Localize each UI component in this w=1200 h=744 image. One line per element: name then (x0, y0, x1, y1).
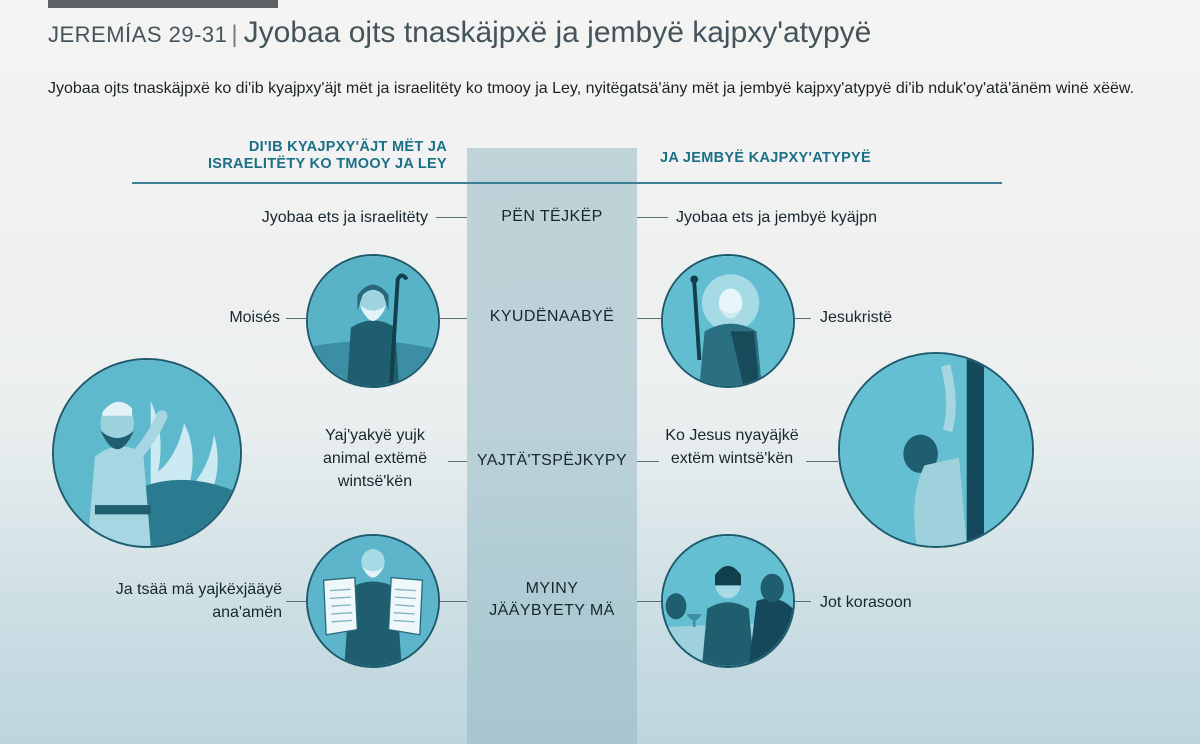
row2-left-connector-b (440, 318, 467, 319)
sacrifice-medallion (52, 358, 242, 548)
sacrifice-illustration (54, 360, 240, 546)
row1-right-text: Jyobaa ets ja jembyë kyäjpn (676, 209, 877, 226)
row4-right-connector-b (795, 601, 811, 602)
row3-right-connector-b (806, 461, 838, 462)
row1-left-text: Jyobaa ets ja israelitëty (261, 209, 428, 226)
column-heading-right: JA JEMBYË KAJPXY'ATYPYË (660, 150, 871, 166)
intro-paragraph: Jyobaa ojts tnaskäjpxë ko di'ib kyajpxy'äjt mët ja israelitëty ko tmooy ja Ley, nyitëgatsä'äny mët ja jembyë kajpxy'atypyë di'ib nduk'oy'atä'änëm winë xëëw. (48, 80, 1135, 97)
moses-medallion (306, 254, 440, 388)
row4-right-connector-a (637, 601, 661, 602)
row2-right-connector-b (795, 318, 811, 319)
row3-label: YAJTÄ'TSPËJKYPY (476, 452, 628, 469)
column-heading-rule (132, 182, 1002, 184)
last-supper-illustration (663, 536, 793, 666)
row3-left-connector (448, 461, 467, 462)
center-band (467, 148, 637, 744)
tablets-medallion (306, 534, 440, 668)
top-bar (48, 0, 278, 8)
row1-label: PËN TËJKËP (501, 208, 603, 225)
row3-right-text: Ko Jesus nyayäjkë extëm wintsë'kën (665, 427, 799, 467)
moses-illustration (308, 256, 438, 386)
title-separator: | (231, 21, 238, 48)
row2-left-connector-a (286, 318, 306, 319)
scripture-reference: JEREMÍAS 29-31 (48, 22, 228, 47)
supper-medallion (661, 534, 795, 668)
jesus-illustration (663, 256, 793, 386)
column-heading-left: DI'IB KYAJPXY'ÄJT MËT JA ISRAELITËTY KO TMOOY JA LEY (207, 139, 447, 172)
row3-left-text: Yaj'yakyë yujk animal extëmë wintsë'kën (322, 427, 428, 490)
row3-right-connector-a (637, 461, 659, 462)
row4-left-connector-b (440, 601, 467, 602)
title-text: Jyobaa ojts tnaskäjpxë ja jembyë kajpxy'atypyë (243, 16, 872, 49)
row4-label: MYINY JÄÄYBYETY MÄ (489, 580, 615, 619)
row4-left-text: Ja tsää mä yajkëxjääyë ana'amën (115, 581, 282, 621)
crucifixion-illustration (840, 354, 1032, 546)
row2-right-connector-a (637, 318, 661, 319)
row2-left-text: Moisés (229, 309, 280, 326)
row1-right-connector (637, 217, 668, 218)
row4-left-connector-a (286, 601, 306, 602)
crucifixion-medallion (838, 352, 1034, 548)
row2-right-text: Jesukristë (820, 309, 893, 326)
page-title (48, 16, 871, 50)
law-tablets-illustration (308, 536, 438, 666)
row1-left-connector (436, 217, 467, 218)
row2-label: KYUDËNAABYË (489, 308, 615, 325)
row4-right-text: Jot korasoon (820, 594, 912, 611)
jesus-medallion (661, 254, 795, 388)
